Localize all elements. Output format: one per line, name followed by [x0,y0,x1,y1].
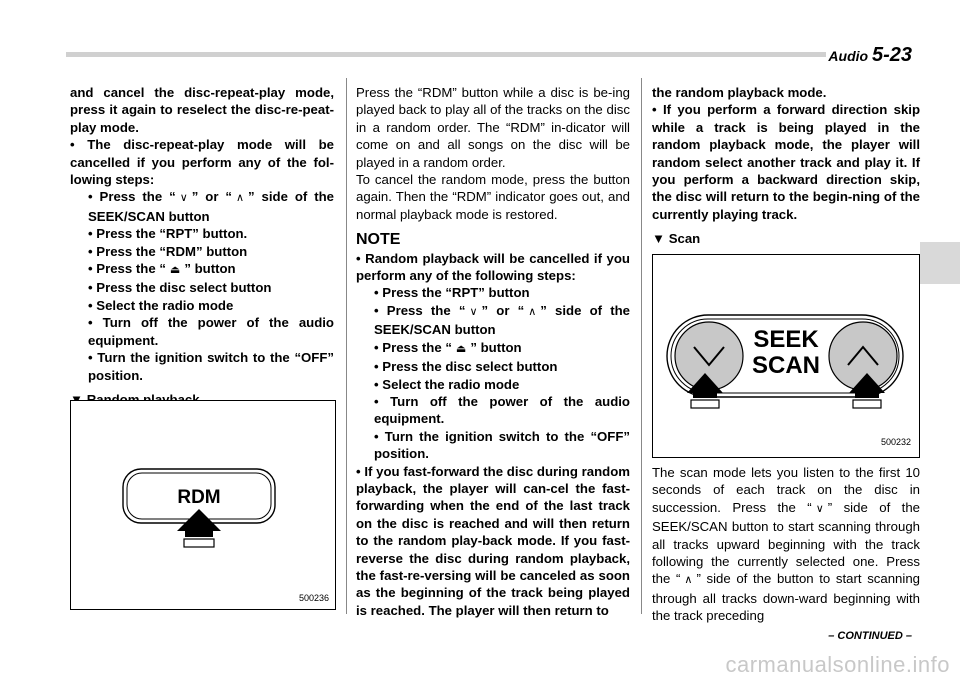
eject-icon: ⏏ [169,264,181,277]
note-heading: NOTE [356,231,401,249]
sub-bullet-item: • Select the radio mode [88,297,234,313]
chevron-up-icon: ∧ [528,305,537,318]
continued-label: – CONTINUED – [828,630,912,642]
bullet-item: • Random playback will be cancelled if you perform any of the following steps: [356,250,630,284]
seek-label: SEEK [753,326,819,353]
sub-bullet-item: • Select the radio mode [374,376,520,392]
paragraph: To cancel the random mode, press the button again. Then the “RDM” indicator goes out, and normal playback mode is restored. [356,172,630,222]
rdm-button-illustration [71,401,335,609]
column-left [70,84,334,408]
section-title: Audio [828,48,869,64]
rdm-label: RDM [177,487,221,508]
chevron-up-icon: ∧ [684,574,693,587]
sub-bullet-item: • Press the disc select button [88,280,272,296]
sub-bullet-item: • Turn the ignition switch to the “OFF” position. [88,350,334,383]
chevron-down-icon: ∨ [815,502,824,515]
watermark: carmanualsonline.info [725,652,950,677]
paragraph: Press the “RDM” button while a disc is be-ing played back to play all of the tracks on the disc in a random order. The “RDM” in-dicator will come on and all songs on the disc will be played in a random order. [356,85,630,170]
sub-bullet-item: • Turn off the power of the audio equipment. [88,315,334,348]
figure-code: 500236 [298,593,329,603]
eject-icon: ⏏ [455,342,467,355]
chevron-down-icon: ∨ [179,192,188,205]
chevron-down-icon: ∨ [469,305,478,318]
chevron-up-icon: ∧ [235,192,245,205]
page-number: 5-23 [871,44,912,66]
sub-bullet-item: • Press the “RDM” button [88,243,248,259]
sub-bullet-item: • Turn the ignition switch to the “OFF” position. [374,428,630,462]
scan-description [652,464,920,625]
scan-label: SCAN [751,352,821,379]
press-arrow-icon [177,509,221,547]
header-rule [66,52,826,57]
bullet-item: • If you fast-forward the disc during random playback, the player will can-cel the fast-forwarding when the end of the last track on the disc is reached and will then return to the random play-back mode. If you fast-reverse the disc during random playback, the fast-re-versing will be canceled as soon as the beginning of the track being played is reached. The player will then return to [356,463,630,618]
sub-bullet-item: • Turn off the power of the audio equipment. [374,393,630,427]
seek-scan-button-illustration [653,255,919,457]
rdm-figure [70,400,336,610]
bullet-item: • If you perform a forward direction skip while a track is being played in the random playback mode, the player will random select another track and play it. If you perform a backward direction skip, the disc will return to the begin-ning of the currently playing track. [652,102,920,222]
sub-bullet-item: • Press the “RPT” button [374,285,530,301]
figure-code: 500232 [880,437,911,447]
sub-bullet-item: • Press the “ ∨ ” or “ ∧ ” side of the SEEK/SCAN button [88,189,335,224]
sub-bullet-item: • Press the disc select button [374,359,558,375]
paragraph: the random playback mode. [652,85,827,100]
bullet-item: • The disc-repeat-play mode will be cancelled if you perform any of the fol-lowing steps: [70,137,334,188]
seek-scan-figure [652,254,920,458]
section-tab [920,242,960,284]
sub-bullet-item: • Press the “ ∨ ” or “ ∧ ” side of the SEEK/SCAN button [374,302,631,338]
sub-bullet-item: • Press the “ ⏏ ” button [356,339,630,358]
section-heading: ▼ Scan [652,231,701,247]
page-header [828,44,912,67]
column-divider-2 [641,78,642,614]
sub-bullet-item: • Press the “ ⏏ ” button [70,260,334,279]
column-right [652,84,920,248]
sub-bullet-item: • Press the “RPT” button. [88,226,248,242]
paragraph: and cancel the disc-repeat-play mode, press it again to reselect the disc-re-peat-play mode. [70,85,334,135]
column-middle [356,84,630,619]
column-divider-1 [346,78,347,614]
paragraph: The scan mode lets you listen to the first 10 seconds of each track on the disc in succession. Press the “ ∨ ” side of the SEEK/SCAN button to start scanning through all tracks upward beginning with the track following the currently selected one. Press the “ ∧ ” side of the button to start scanning through all tracks down-ward beginning with the track preceding [652,465,921,624]
